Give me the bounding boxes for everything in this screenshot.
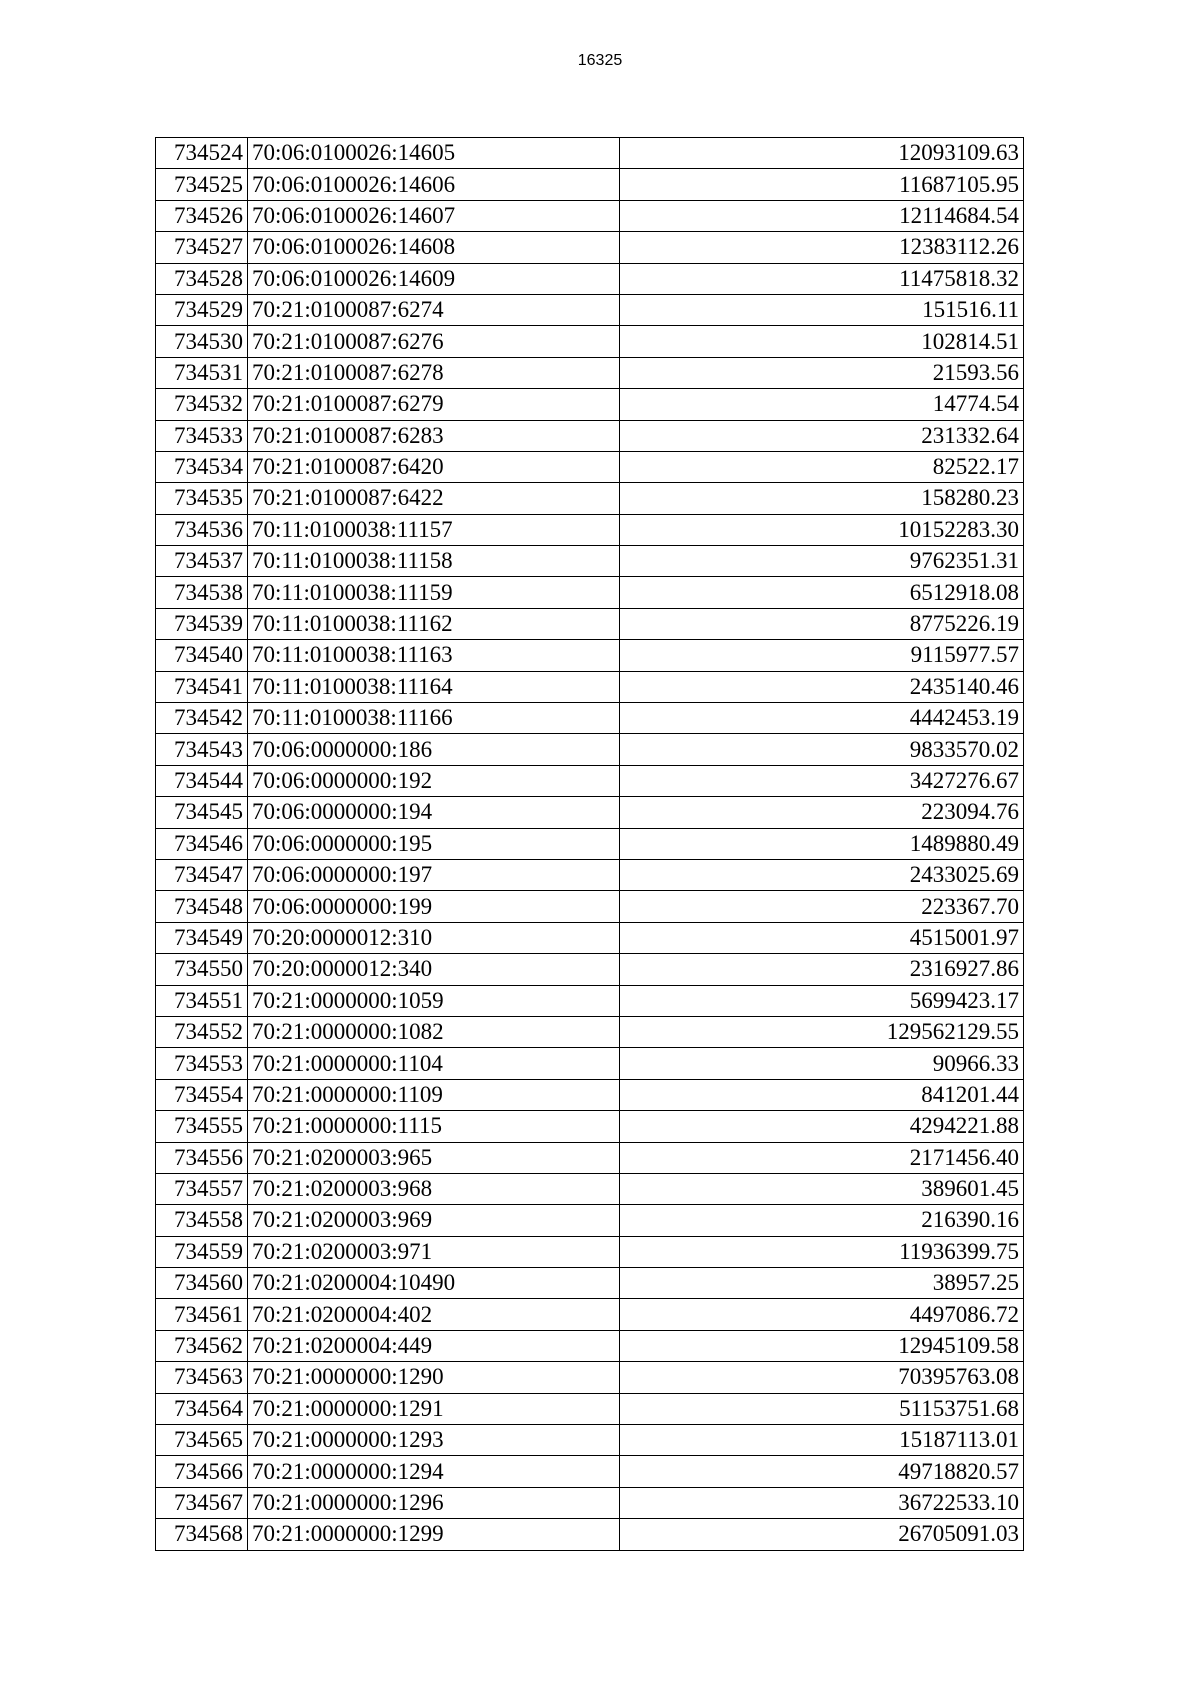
table-row	[156, 1236, 1024, 1267]
cadastral-number-cell: 70:21:0200003:971	[248, 1236, 620, 1267]
table-row	[156, 169, 1024, 200]
cadastral-number-cell: 70:21:0200003:965	[248, 1142, 620, 1173]
cadastral-number-cell: 70:21:0000000:1115	[248, 1111, 620, 1142]
value-cell: 223367.70	[620, 891, 1024, 922]
value-cell: 9115977.57	[620, 640, 1024, 671]
table-row	[156, 797, 1024, 828]
cadastral-number-cell: 70:21:0100087:6276	[248, 326, 620, 357]
table-row	[156, 859, 1024, 890]
row-number-cell: 734540	[156, 640, 248, 671]
table-row	[156, 1111, 1024, 1142]
table-row	[156, 357, 1024, 388]
table-row	[156, 1330, 1024, 1361]
row-number-cell: 734542	[156, 703, 248, 734]
cadastral-number-cell: 70:06:0100026:14606	[248, 169, 620, 200]
row-number-cell: 734529	[156, 294, 248, 325]
table-row	[156, 1393, 1024, 1424]
table-row	[156, 577, 1024, 608]
value-cell: 216390.16	[620, 1205, 1024, 1236]
cadastral-number-cell: 70:21:0000000:1294	[248, 1456, 620, 1487]
value-cell: 4294221.88	[620, 1111, 1024, 1142]
value-cell: 12114684.54	[620, 200, 1024, 231]
cadastral-number-cell: 70:21:0200004:402	[248, 1299, 620, 1330]
cadastral-number-cell: 70:11:0100038:11162	[248, 608, 620, 639]
table-row	[156, 1205, 1024, 1236]
value-cell: 9833570.02	[620, 734, 1024, 765]
cadastral-number-cell: 70:06:0000000:194	[248, 797, 620, 828]
table-row	[156, 1016, 1024, 1047]
value-cell: 11687105.95	[620, 169, 1024, 200]
row-number-cell: 734559	[156, 1236, 248, 1267]
value-cell: 9762351.31	[620, 546, 1024, 577]
row-number-cell: 734558	[156, 1205, 248, 1236]
row-number-cell: 734564	[156, 1393, 248, 1424]
value-cell: 12945109.58	[620, 1330, 1024, 1361]
value-cell: 11475818.32	[620, 263, 1024, 294]
value-cell: 389601.45	[620, 1173, 1024, 1204]
cadastral-number-cell: 70:11:0100038:11157	[248, 514, 620, 545]
table-row	[156, 1456, 1024, 1487]
row-number-cell: 734545	[156, 797, 248, 828]
value-cell: 129562129.55	[620, 1016, 1024, 1047]
value-cell: 38957.25	[620, 1268, 1024, 1299]
value-cell: 12383112.26	[620, 232, 1024, 263]
table-row	[156, 389, 1024, 420]
table-row	[156, 703, 1024, 734]
cadastral-number-cell: 70:21:0100087:6420	[248, 451, 620, 482]
row-number-cell: 734524	[156, 138, 248, 169]
table-row	[156, 891, 1024, 922]
row-number-cell: 734563	[156, 1362, 248, 1393]
cadastral-number-cell: 70:06:0000000:195	[248, 828, 620, 859]
value-cell: 12093109.63	[620, 138, 1024, 169]
value-cell: 231332.64	[620, 420, 1024, 451]
row-number-cell: 734561	[156, 1299, 248, 1330]
value-cell: 2171456.40	[620, 1142, 1024, 1173]
row-number-cell: 734553	[156, 1048, 248, 1079]
row-number-cell: 734530	[156, 326, 248, 357]
row-number-cell: 734535	[156, 483, 248, 514]
cadastral-number-cell: 70:21:0000000:1104	[248, 1048, 620, 1079]
row-number-cell: 734549	[156, 922, 248, 953]
row-number-cell: 734526	[156, 200, 248, 231]
row-number-cell: 734550	[156, 954, 248, 985]
table-row	[156, 985, 1024, 1016]
row-number-cell: 734568	[156, 1519, 248, 1550]
row-number-cell: 734552	[156, 1016, 248, 1047]
cadastral-number-cell: 70:06:0000000:199	[248, 891, 620, 922]
cadastral-number-cell: 70:21:0000000:1059	[248, 985, 620, 1016]
cadastral-number-cell: 70:06:0100026:14607	[248, 200, 620, 231]
cadastral-number-cell: 70:21:0100087:6274	[248, 294, 620, 325]
value-cell: 6512918.08	[620, 577, 1024, 608]
value-cell: 2316927.86	[620, 954, 1024, 985]
value-cell: 10152283.30	[620, 514, 1024, 545]
cadastral-number-cell: 70:21:0100087:6283	[248, 420, 620, 451]
table-row	[156, 1299, 1024, 1330]
value-cell: 2435140.46	[620, 671, 1024, 702]
cadastral-number-cell: 70:21:0100087:6422	[248, 483, 620, 514]
value-cell: 21593.56	[620, 357, 1024, 388]
value-cell: 8775226.19	[620, 608, 1024, 639]
cadastral-number-cell: 70:21:0000000:1290	[248, 1362, 620, 1393]
cadastral-number-cell: 70:21:0000000:1299	[248, 1519, 620, 1550]
value-cell: 82522.17	[620, 451, 1024, 482]
cadastral-number-cell: 70:11:0100038:11164	[248, 671, 620, 702]
cadastral-number-cell: 70:20:0000012:310	[248, 922, 620, 953]
row-number-cell: 734525	[156, 169, 248, 200]
table-row	[156, 546, 1024, 577]
table-body	[156, 138, 1024, 1551]
cadastral-number-cell: 70:21:0000000:1291	[248, 1393, 620, 1424]
table-row	[156, 1268, 1024, 1299]
cadastral-number-cell: 70:21:0200004:10490	[248, 1268, 620, 1299]
cadastral-number-cell: 70:21:0000000:1109	[248, 1079, 620, 1110]
row-number-cell: 734555	[156, 1111, 248, 1142]
row-number-cell: 734537	[156, 546, 248, 577]
row-number-cell: 734534	[156, 451, 248, 482]
cadastral-number-cell: 70:21:0100087:6279	[248, 389, 620, 420]
row-number-cell: 734532	[156, 389, 248, 420]
cadastral-number-cell: 70:11:0100038:11159	[248, 577, 620, 608]
value-cell: 14774.54	[620, 389, 1024, 420]
value-cell: 1489880.49	[620, 828, 1024, 859]
cadastral-number-cell: 70:21:0200003:968	[248, 1173, 620, 1204]
table-row	[156, 828, 1024, 859]
row-number-cell: 734567	[156, 1487, 248, 1518]
table-row	[156, 1519, 1024, 1550]
row-number-cell: 734554	[156, 1079, 248, 1110]
row-number-cell: 734547	[156, 859, 248, 890]
table-row	[156, 326, 1024, 357]
value-cell: 4442453.19	[620, 703, 1024, 734]
table-row	[156, 200, 1024, 231]
table-row	[156, 671, 1024, 702]
row-number-cell: 734548	[156, 891, 248, 922]
cadastral-number-cell: 70:21:0000000:1293	[248, 1425, 620, 1456]
cadastral-number-cell: 70:06:0100026:14609	[248, 263, 620, 294]
table-row	[156, 1173, 1024, 1204]
row-number-cell: 734543	[156, 734, 248, 765]
value-cell: 26705091.03	[620, 1519, 1024, 1550]
table-row	[156, 1079, 1024, 1110]
row-number-cell: 734562	[156, 1330, 248, 1361]
row-number-cell: 734538	[156, 577, 248, 608]
row-number-cell: 734533	[156, 420, 248, 451]
table-row	[156, 138, 1024, 169]
cadastral-number-cell: 70:21:0000000:1296	[248, 1487, 620, 1518]
value-cell: 5699423.17	[620, 985, 1024, 1016]
row-number-cell: 734546	[156, 828, 248, 859]
value-cell: 36722533.10	[620, 1487, 1024, 1518]
value-cell: 102814.51	[620, 326, 1024, 357]
row-number-cell: 734528	[156, 263, 248, 294]
value-cell: 49718820.57	[620, 1456, 1024, 1487]
value-cell: 51153751.68	[620, 1393, 1024, 1424]
table-row	[156, 765, 1024, 796]
row-number-cell: 734557	[156, 1173, 248, 1204]
cadastral-number-cell: 70:06:0000000:186	[248, 734, 620, 765]
value-cell: 2433025.69	[620, 859, 1024, 890]
table-row	[156, 922, 1024, 953]
cadastral-number-cell: 70:21:0100087:6278	[248, 357, 620, 388]
cadastral-number-cell: 70:21:0200003:969	[248, 1205, 620, 1236]
page-number: 16325	[577, 52, 623, 69]
row-number-cell: 734551	[156, 985, 248, 1016]
cadastral-number-cell: 70:21:0200004:449	[248, 1330, 620, 1361]
table-row	[156, 1487, 1024, 1518]
row-number-cell: 734565	[156, 1425, 248, 1456]
value-cell: 70395763.08	[620, 1362, 1024, 1393]
cadastral-number-cell: 70:06:0000000:197	[248, 859, 620, 890]
row-number-cell: 734544	[156, 765, 248, 796]
table-row	[156, 954, 1024, 985]
value-cell: 4515001.97	[620, 922, 1024, 953]
table-row	[156, 483, 1024, 514]
value-cell: 223094.76	[620, 797, 1024, 828]
row-number-cell: 734566	[156, 1456, 248, 1487]
table-row	[156, 1425, 1024, 1456]
registry-table	[155, 137, 1024, 1551]
value-cell: 90966.33	[620, 1048, 1024, 1079]
row-number-cell: 734536	[156, 514, 248, 545]
row-number-cell: 734541	[156, 671, 248, 702]
value-cell: 11936399.75	[620, 1236, 1024, 1267]
value-cell: 158280.23	[620, 483, 1024, 514]
table-row	[156, 640, 1024, 671]
cadastral-number-cell: 70:06:0100026:14608	[248, 232, 620, 263]
row-number-cell: 734531	[156, 357, 248, 388]
row-number-cell: 734556	[156, 1142, 248, 1173]
cadastral-number-cell: 70:06:0100026:14605	[248, 138, 620, 169]
table-row	[156, 608, 1024, 639]
table-row	[156, 734, 1024, 765]
cadastral-number-cell: 70:20:0000012:340	[248, 954, 620, 985]
value-cell: 3427276.67	[620, 765, 1024, 796]
value-cell: 841201.44	[620, 1079, 1024, 1110]
table-row	[156, 420, 1024, 451]
value-cell: 151516.11	[620, 294, 1024, 325]
table-row	[156, 294, 1024, 325]
table-row	[156, 451, 1024, 482]
row-number-cell: 734527	[156, 232, 248, 263]
cadastral-number-cell: 70:06:0000000:192	[248, 765, 620, 796]
cadastral-number-cell: 70:21:0000000:1082	[248, 1016, 620, 1047]
cadastral-number-cell: 70:11:0100038:11158	[248, 546, 620, 577]
table-row	[156, 514, 1024, 545]
cadastral-number-cell: 70:11:0100038:11166	[248, 703, 620, 734]
value-cell: 4497086.72	[620, 1299, 1024, 1330]
table-row	[156, 232, 1024, 263]
row-number-cell: 734560	[156, 1268, 248, 1299]
table-row	[156, 1048, 1024, 1079]
cadastral-number-cell: 70:11:0100038:11163	[248, 640, 620, 671]
value-cell: 15187113.01	[620, 1425, 1024, 1456]
table-row	[156, 263, 1024, 294]
table-row	[156, 1142, 1024, 1173]
table-row	[156, 1362, 1024, 1393]
row-number-cell: 734539	[156, 608, 248, 639]
